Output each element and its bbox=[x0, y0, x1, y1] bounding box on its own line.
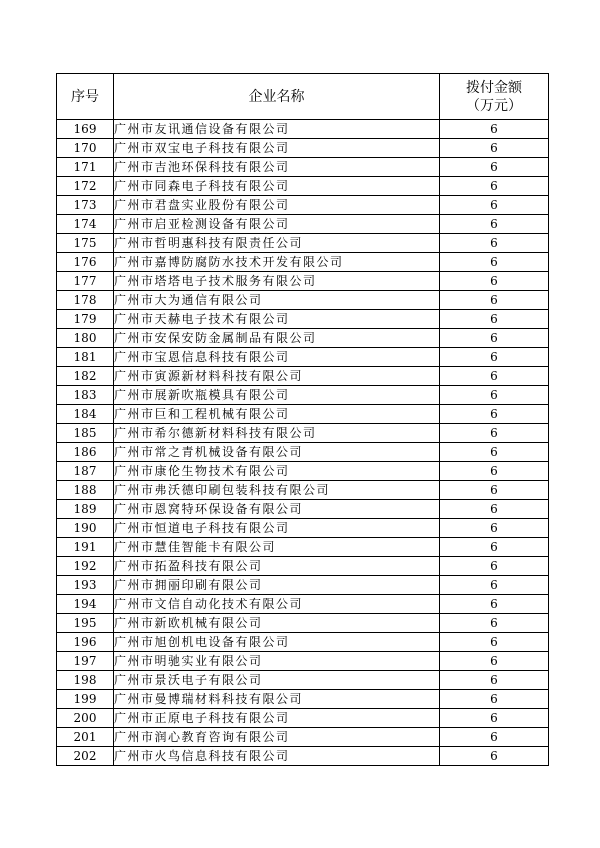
row-amount-cell: 6 bbox=[440, 253, 549, 272]
row-company-name-cell: 广州市润心教育咨询有限公司 bbox=[114, 728, 440, 747]
table-row bbox=[57, 557, 549, 576]
row-seq-cell: 184 bbox=[57, 405, 114, 424]
row-company-name-cell: 广州市宝恩信息科技有限公司 bbox=[114, 348, 440, 367]
table-row bbox=[57, 709, 549, 728]
row-company-name-cell: 广州市展新吹瓶模具有限公司 bbox=[114, 386, 440, 405]
row-seq-cell: 178 bbox=[57, 291, 114, 310]
table-row bbox=[57, 576, 549, 595]
row-seq-cell: 192 bbox=[57, 557, 114, 576]
row-company-name-cell: 广州市弗沃德印刷包装科技有限公司 bbox=[114, 481, 440, 500]
row-seq-cell: 185 bbox=[57, 424, 114, 443]
row-company-name-cell: 广州市文信自动化技术有限公司 bbox=[114, 595, 440, 614]
header-seq: 序号 bbox=[57, 74, 114, 120]
row-seq-cell: 191 bbox=[57, 538, 114, 557]
row-amount-cell: 6 bbox=[440, 690, 549, 709]
table-row bbox=[57, 253, 549, 272]
row-company-name-cell: 广州市大为通信有限公司 bbox=[114, 291, 440, 310]
row-seq-cell: 172 bbox=[57, 177, 114, 196]
row-seq-cell: 188 bbox=[57, 481, 114, 500]
row-amount-cell: 6 bbox=[440, 234, 549, 253]
table-row bbox=[57, 348, 549, 367]
row-seq-cell: 198 bbox=[57, 671, 114, 690]
table-row bbox=[57, 386, 549, 405]
table-header bbox=[57, 74, 549, 120]
row-amount-cell: 6 bbox=[440, 367, 549, 386]
row-amount-cell: 6 bbox=[440, 633, 549, 652]
table-row bbox=[57, 481, 549, 500]
table-row bbox=[57, 690, 549, 709]
table-row bbox=[57, 215, 549, 234]
row-amount-cell: 6 bbox=[440, 595, 549, 614]
row-amount-cell: 6 bbox=[440, 291, 549, 310]
header-amount-line1: 拨付金额 bbox=[466, 79, 522, 96]
row-company-name-cell: 广州市新欧机械有限公司 bbox=[114, 614, 440, 633]
row-company-name-cell: 广州市同森电子科技有限公司 bbox=[114, 177, 440, 196]
row-company-name-cell: 广州市康伦生物技术有限公司 bbox=[114, 462, 440, 481]
row-company-name-cell: 广州市拓盈科技有限公司 bbox=[114, 557, 440, 576]
row-amount-cell: 6 bbox=[440, 576, 549, 595]
row-amount-cell: 6 bbox=[440, 481, 549, 500]
row-seq-cell: 181 bbox=[57, 348, 114, 367]
row-seq-cell: 200 bbox=[57, 709, 114, 728]
table-row bbox=[57, 367, 549, 386]
row-amount-cell: 6 bbox=[440, 120, 549, 139]
row-seq-cell: 182 bbox=[57, 367, 114, 386]
row-amount-cell: 6 bbox=[440, 196, 549, 215]
row-company-name-cell: 广州市吉池环保科技有限公司 bbox=[114, 158, 440, 177]
row-seq-cell: 193 bbox=[57, 576, 114, 595]
row-amount-cell: 6 bbox=[440, 139, 549, 158]
row-amount-cell: 6 bbox=[440, 329, 549, 348]
row-seq-cell: 176 bbox=[57, 253, 114, 272]
row-amount-cell: 6 bbox=[440, 557, 549, 576]
row-amount-cell: 6 bbox=[440, 310, 549, 329]
table-row bbox=[57, 405, 549, 424]
row-amount-cell: 6 bbox=[440, 443, 549, 462]
table-row bbox=[57, 139, 549, 158]
table-row bbox=[57, 747, 549, 766]
table-row bbox=[57, 291, 549, 310]
row-company-name-cell: 广州市正原电子科技有限公司 bbox=[114, 709, 440, 728]
row-company-name-cell: 广州市君盘实业股份有限公司 bbox=[114, 196, 440, 215]
row-seq-cell: 169 bbox=[57, 120, 114, 139]
table-row bbox=[57, 671, 549, 690]
row-company-name-cell: 广州市希尔德新材料科技有限公司 bbox=[114, 424, 440, 443]
row-seq-cell: 179 bbox=[57, 310, 114, 329]
row-amount-cell: 6 bbox=[440, 405, 549, 424]
table-row bbox=[57, 614, 549, 633]
table-row bbox=[57, 329, 549, 348]
row-seq-cell: 173 bbox=[57, 196, 114, 215]
table-row bbox=[57, 652, 549, 671]
row-amount-cell: 6 bbox=[440, 671, 549, 690]
row-seq-cell: 199 bbox=[57, 690, 114, 709]
row-amount-cell: 6 bbox=[440, 709, 549, 728]
row-company-name-cell: 广州市天赫电子技术有限公司 bbox=[114, 310, 440, 329]
row-company-name-cell: 广州市嘉博防腐防水技术开发有限公司 bbox=[114, 253, 440, 272]
row-company-name-cell: 广州市拥丽印刷有限公司 bbox=[114, 576, 440, 595]
header-company-name: 企业名称 bbox=[114, 74, 440, 120]
table-row bbox=[57, 158, 549, 177]
row-amount-cell: 6 bbox=[440, 272, 549, 291]
table-row bbox=[57, 424, 549, 443]
row-amount-cell: 6 bbox=[440, 215, 549, 234]
table-row bbox=[57, 234, 549, 253]
row-amount-cell: 6 bbox=[440, 158, 549, 177]
row-seq-cell: 189 bbox=[57, 500, 114, 519]
row-seq-cell: 183 bbox=[57, 386, 114, 405]
row-seq-cell: 195 bbox=[57, 614, 114, 633]
table-row bbox=[57, 272, 549, 291]
table-row bbox=[57, 500, 549, 519]
row-seq-cell: 170 bbox=[57, 139, 114, 158]
table-row bbox=[57, 595, 549, 614]
table-row bbox=[57, 196, 549, 215]
table-row bbox=[57, 310, 549, 329]
row-seq-cell: 201 bbox=[57, 728, 114, 747]
row-amount-cell: 6 bbox=[440, 500, 549, 519]
row-company-name-cell: 广州市安保安防金属制品有限公司 bbox=[114, 329, 440, 348]
row-seq-cell: 177 bbox=[57, 272, 114, 291]
row-company-name-cell: 广州市明驰实业有限公司 bbox=[114, 652, 440, 671]
row-company-name-cell: 广州市景沃电子有限公司 bbox=[114, 671, 440, 690]
row-company-name-cell: 广州市哲明惠科技有限责任公司 bbox=[114, 234, 440, 253]
table-body bbox=[57, 120, 549, 766]
row-seq-cell: 197 bbox=[57, 652, 114, 671]
row-company-name-cell: 广州市双宝电子科技有限公司 bbox=[114, 139, 440, 158]
row-seq-cell: 175 bbox=[57, 234, 114, 253]
row-seq-cell: 186 bbox=[57, 443, 114, 462]
allocation-table bbox=[56, 73, 549, 766]
row-amount-cell: 6 bbox=[440, 462, 549, 481]
row-amount-cell: 6 bbox=[440, 652, 549, 671]
table-row bbox=[57, 443, 549, 462]
row-amount-cell: 6 bbox=[440, 177, 549, 196]
row-seq-cell: 187 bbox=[57, 462, 114, 481]
row-amount-cell: 6 bbox=[440, 538, 549, 557]
row-company-name-cell: 广州市旭创机电设备有限公司 bbox=[114, 633, 440, 652]
row-company-name-cell: 广州市慧佳智能卡有限公司 bbox=[114, 538, 440, 557]
row-company-name-cell: 广州市曼博瑞材料科技有限公司 bbox=[114, 690, 440, 709]
row-amount-cell: 6 bbox=[440, 747, 549, 766]
table-row bbox=[57, 538, 549, 557]
table-row bbox=[57, 519, 549, 538]
row-seq-cell: 196 bbox=[57, 633, 114, 652]
table-row bbox=[57, 728, 549, 747]
row-company-name-cell: 广州市常之青机械设备有限公司 bbox=[114, 443, 440, 462]
table-row bbox=[57, 120, 549, 139]
row-company-name-cell: 广州市恩窝特环保设备有限公司 bbox=[114, 500, 440, 519]
table-row bbox=[57, 177, 549, 196]
header-row bbox=[57, 74, 549, 120]
table-row bbox=[57, 633, 549, 652]
header-amount bbox=[440, 74, 549, 120]
header-amount-line2: （万元） bbox=[466, 97, 522, 114]
row-company-name-cell: 广州市巨和工程机械有限公司 bbox=[114, 405, 440, 424]
row-amount-cell: 6 bbox=[440, 348, 549, 367]
row-amount-cell: 6 bbox=[440, 519, 549, 538]
row-amount-cell: 6 bbox=[440, 728, 549, 747]
row-company-name-cell: 广州市火鸟信息科技有限公司 bbox=[114, 747, 440, 766]
row-seq-cell: 171 bbox=[57, 158, 114, 177]
row-amount-cell: 6 bbox=[440, 424, 549, 443]
row-seq-cell: 194 bbox=[57, 595, 114, 614]
row-seq-cell: 190 bbox=[57, 519, 114, 538]
row-seq-cell: 174 bbox=[57, 215, 114, 234]
row-seq-cell: 180 bbox=[57, 329, 114, 348]
table-row bbox=[57, 462, 549, 481]
row-amount-cell: 6 bbox=[440, 614, 549, 633]
row-company-name-cell: 广州市启亚检测设备有限公司 bbox=[114, 215, 440, 234]
row-company-name-cell: 广州市寅源新材料科技有限公司 bbox=[114, 367, 440, 386]
row-company-name-cell: 广州市恒道电子科技有限公司 bbox=[114, 519, 440, 538]
row-amount-cell: 6 bbox=[440, 386, 549, 405]
row-company-name-cell: 广州市塔塔电子技术服务有限公司 bbox=[114, 272, 440, 291]
row-company-name-cell: 广州市友讯通信设备有限公司 bbox=[114, 120, 440, 139]
row-seq-cell: 202 bbox=[57, 747, 114, 766]
